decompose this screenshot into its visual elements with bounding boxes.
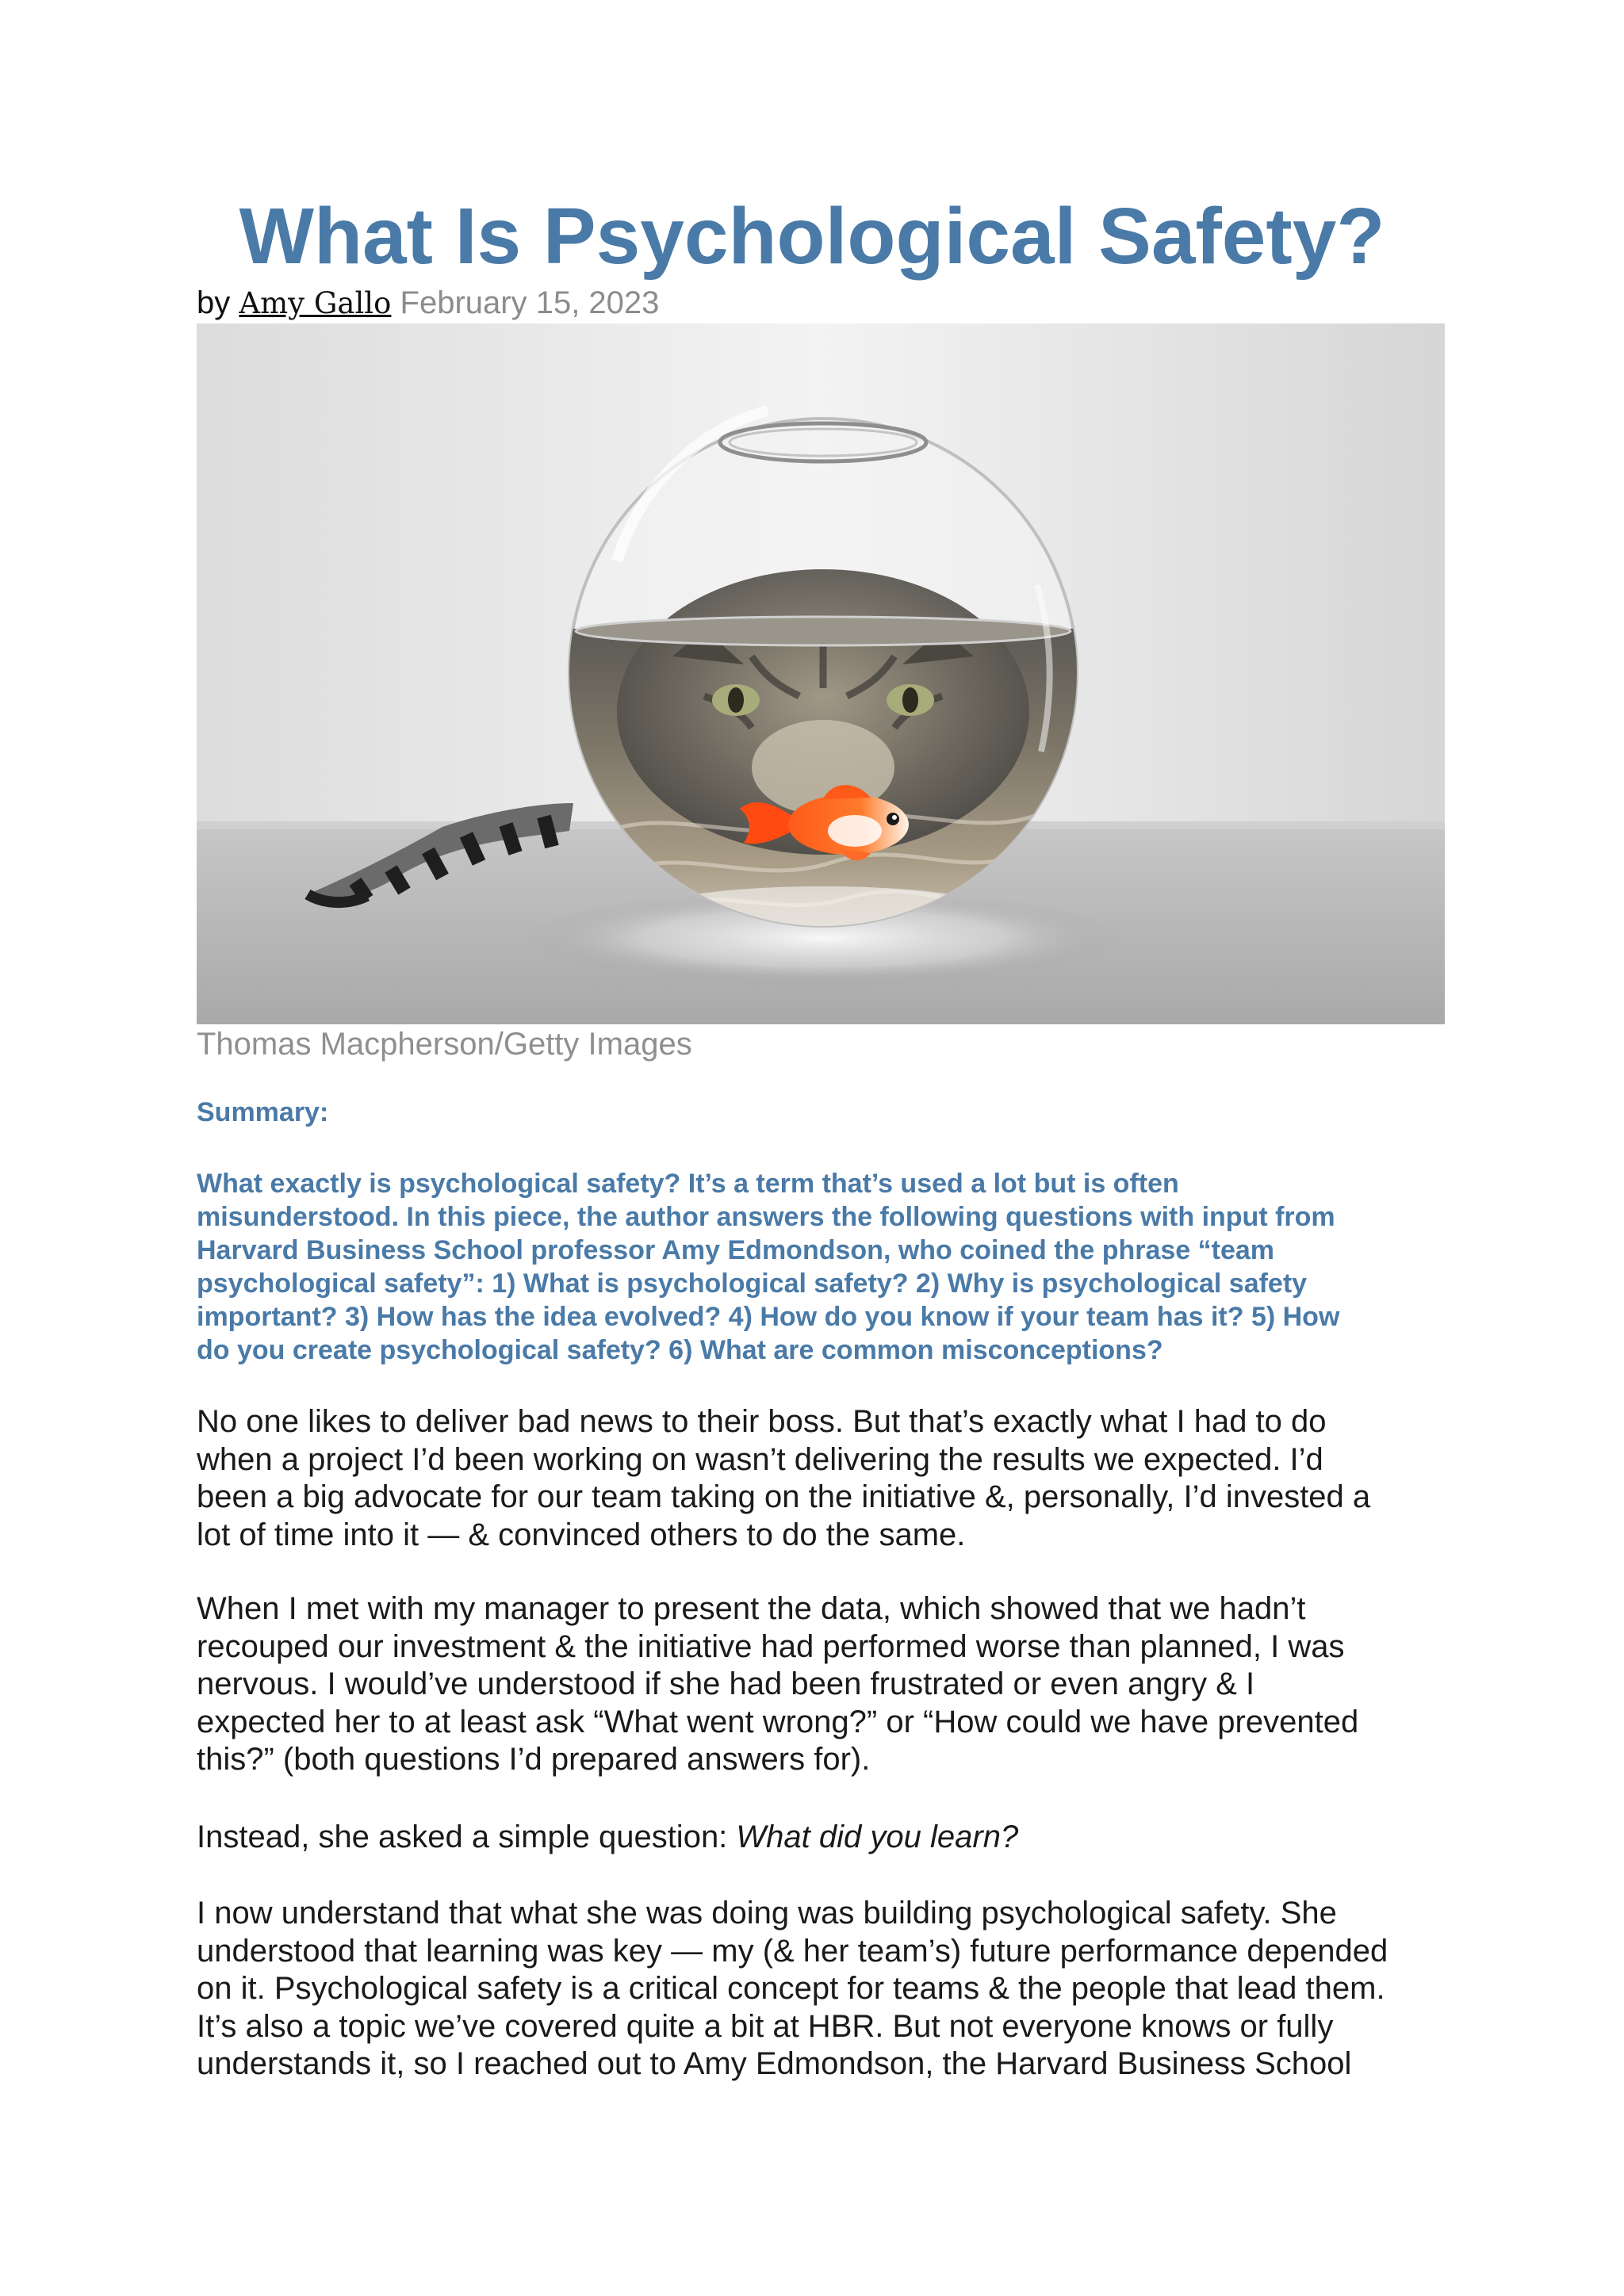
summary-line: What exactly is psychological safety? It’s a term that’s used a lot but is often: [197, 1169, 1179, 1199]
paragraph-line: expected her to at least ask “What went wrong?” or “How could we have prevented: [197, 1704, 1359, 1739]
paragraph-line: It’s also a topic we’ve covered quite a bit at HBR. But not everyone knows or fully: [197, 2008, 1334, 2044]
body-paragraph-4: [197, 1895, 1457, 2084]
paragraph-line: been a big advocate for our team taking on the initiative &, personally, I’d invested a: [197, 1479, 1371, 1514]
article-title: What Is Psychological Safety?: [239, 192, 1385, 281]
byline-prefix: by: [197, 285, 231, 320]
emphasized-question: What did you learn?: [736, 1820, 1019, 1854]
paragraph-line: lot of time into it — & convinced others to do the same.: [197, 1517, 966, 1552]
summary-heading: Summary:: [197, 1097, 329, 1127]
paragraph-line: nervous. I would’ve understood if she had been frustrated or even angry & I: [197, 1667, 1255, 1701]
summary-line: important? 3) How has the idea evolved? 4) How do you know if your team has it? 5) How: [197, 1302, 1340, 1332]
paragraph-text: Instead, she asked a simple question:: [197, 1820, 737, 1854]
body-paragraph-2: [197, 1590, 1457, 1779]
paragraph-line: When I met with my manager to present the data, which showed that we hadn’t: [197, 1591, 1306, 1626]
body-paragraph-3: [197, 1819, 1457, 1857]
hero-image: [197, 323, 1445, 1024]
byline: [197, 283, 659, 323]
paragraph-line: this?” (both questions I’d prepared answers for).: [197, 1742, 871, 1777]
paragraph-line: when a project I’d been working on wasn’t delivering the results we expected. I’d: [197, 1441, 1323, 1477]
image-caption: Thomas Macpherson/Getty Images: [197, 1027, 692, 1062]
summary-body: [197, 1167, 1450, 1367]
paragraph-line: recouped our investment & the initiative had performed worse than planned, I was: [197, 1628, 1345, 1664]
paragraph-line: No one likes to deliver bad news to their boss. But that’s exactly what I had to do: [197, 1404, 1327, 1439]
summary-line: do you create psychological safety? 6) What are common misconceptions?: [197, 1335, 1163, 1365]
summary-line: misunderstood. In this piece, the author answers the following questions with input from: [197, 1202, 1335, 1232]
summary-line: psychological safety”: 1) What is psychological safety? 2) Why is psychological safety: [197, 1269, 1308, 1299]
goldfish-bowl-cat-photo-icon: [197, 323, 1445, 1024]
paragraph-line: I now understand that what she was doing was building psychological safety. She: [197, 1896, 1337, 1931]
body-paragraph-1: [197, 1403, 1457, 1554]
paragraph-line: understood that learning was key — my (& her team’s) future performance depended: [197, 1933, 1388, 1969]
author-link[interactable]: Amy Gallo: [239, 286, 392, 320]
publish-date: February 15, 2023: [400, 285, 660, 320]
summary-line: Harvard Business School professor Amy Edmondson, who coined the phrase “team: [197, 1235, 1275, 1265]
paragraph-line: understands it, so I reached out to Amy Edmondson, the Harvard Business School: [197, 2046, 1352, 2081]
paragraph-line: on it. Psychological safety is a critical concept for teams & the people that lead them.: [197, 1971, 1385, 2006]
